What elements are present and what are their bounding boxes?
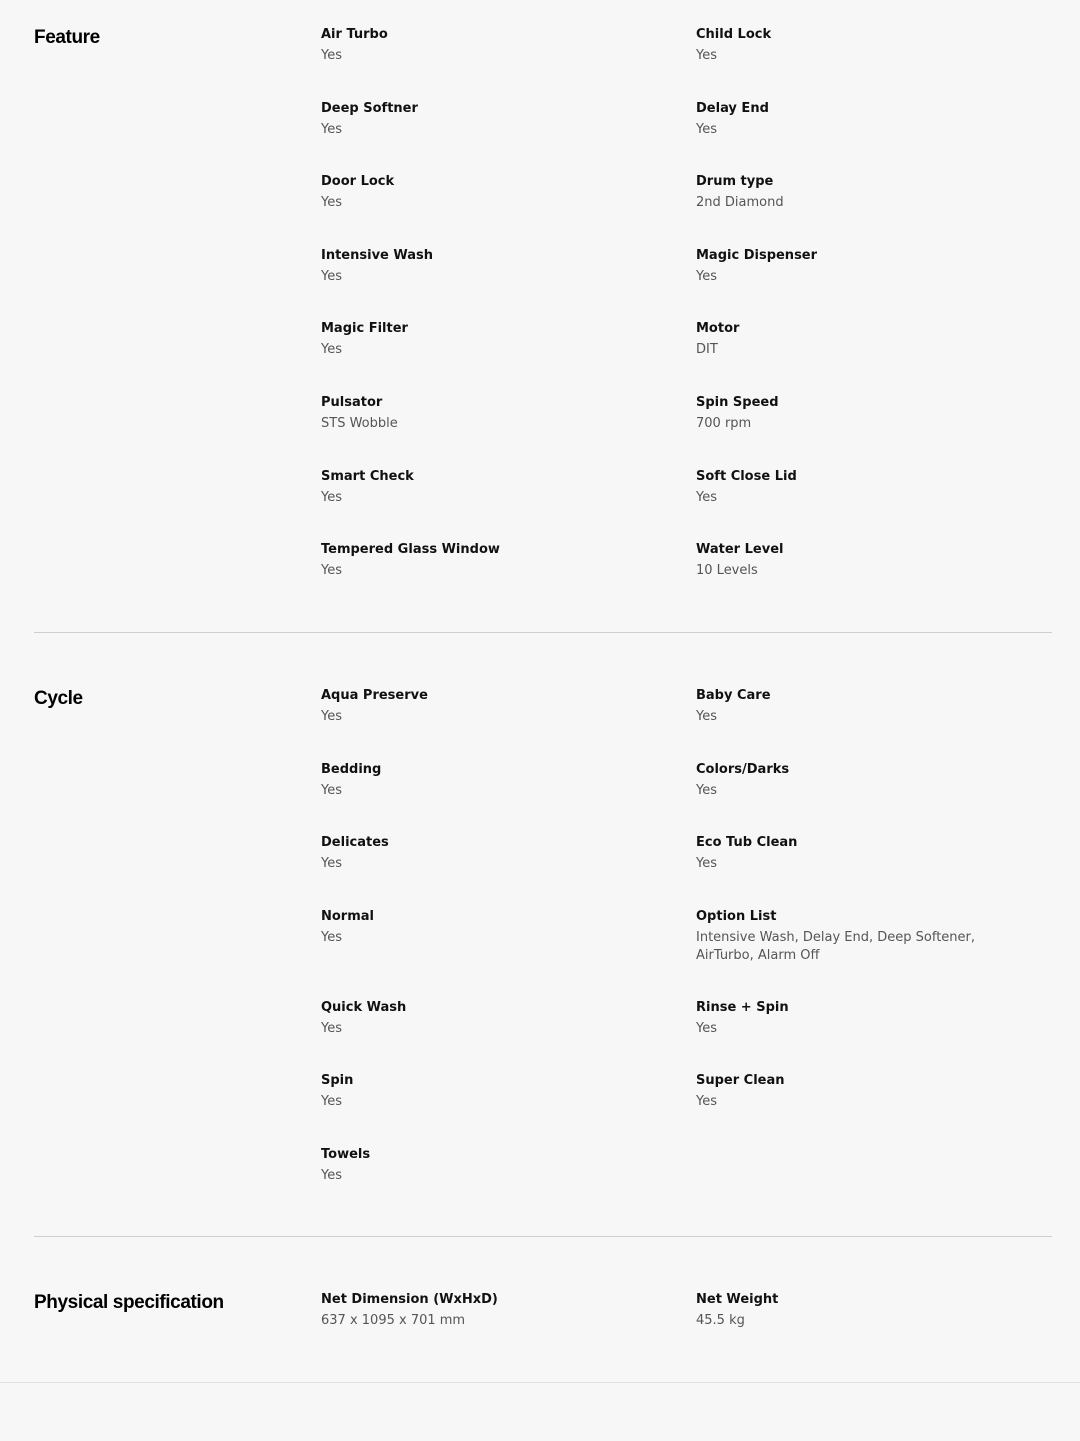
feature-spec-list bbox=[321, 26, 1052, 615]
section-title-feature: Feature bbox=[34, 27, 100, 48]
spec-item bbox=[321, 999, 696, 1073]
spec-item bbox=[696, 247, 1052, 321]
spec-value: Yes bbox=[321, 782, 342, 798]
spec-value: Yes bbox=[321, 195, 342, 211]
spec-label: Aqua Preserve bbox=[321, 688, 428, 703]
spec-value: 700 rpm bbox=[696, 415, 752, 431]
spec-item bbox=[696, 541, 1052, 615]
spec-value: Yes bbox=[321, 1020, 342, 1036]
spec-item bbox=[321, 247, 696, 321]
spec-value: Yes bbox=[696, 782, 717, 798]
spec-value: STS Wobble bbox=[321, 415, 398, 431]
spec-value: Yes bbox=[321, 1094, 342, 1110]
spec-item bbox=[321, 468, 696, 542]
spec-label: Normal bbox=[321, 908, 374, 924]
spec-value: 2nd Diamond bbox=[696, 195, 784, 211]
spec-item bbox=[696, 173, 1052, 247]
spec-item bbox=[696, 320, 1052, 394]
spec-label: Door Lock bbox=[321, 174, 395, 190]
spec-item bbox=[321, 687, 696, 761]
spec-value: Yes bbox=[696, 856, 717, 872]
spec-label: Bedding bbox=[321, 761, 382, 777]
section-title-cycle: Cycle bbox=[34, 688, 83, 709]
spec-item bbox=[321, 173, 696, 247]
spec-value: Yes bbox=[696, 268, 717, 284]
section-divider bbox=[34, 632, 1052, 633]
spec-value: Yes bbox=[321, 489, 342, 505]
spec-value: Yes bbox=[696, 489, 717, 505]
spec-item bbox=[321, 100, 696, 174]
section-divider bbox=[34, 1236, 1052, 1237]
spec-label: Eco Tub Clean bbox=[696, 835, 798, 851]
spec-value: Yes bbox=[321, 48, 342, 63]
spec-item bbox=[321, 26, 696, 100]
spec-item bbox=[321, 320, 696, 394]
spec-item bbox=[321, 834, 696, 908]
spec-value: Yes bbox=[321, 342, 342, 358]
spec-item bbox=[321, 541, 696, 615]
spec-value: Yes bbox=[696, 1094, 717, 1110]
spec-item bbox=[321, 1072, 696, 1146]
spec-value: Yes bbox=[696, 48, 717, 63]
spec-value: Yes bbox=[321, 563, 342, 579]
spec-label: Spin bbox=[321, 1073, 354, 1089]
spec-label: Magic Dispenser bbox=[696, 247, 818, 263]
spec-label: Soft Close Lid bbox=[696, 468, 797, 484]
spec-item bbox=[321, 394, 696, 468]
spec-label: Net Dimension (WxHxD) bbox=[321, 1292, 498, 1307]
spec-item bbox=[696, 1072, 1052, 1146]
spec-value: 45.5 kg bbox=[696, 1313, 745, 1328]
spec-value: Intensive Wash, Delay End, Deep Softener, AirTurbo, Alarm Off bbox=[696, 929, 976, 963]
spec-item bbox=[321, 1291, 696, 1365]
spec-item bbox=[321, 908, 696, 999]
spec-label: Rinse + Spin bbox=[696, 999, 789, 1015]
spec-label: Drum type bbox=[696, 174, 774, 190]
physical-spec-list bbox=[321, 1291, 1052, 1365]
spec-value: Yes bbox=[321, 268, 342, 284]
spec-value: Yes bbox=[321, 929, 342, 945]
spec-label: Intensive Wash bbox=[321, 247, 434, 263]
spec-item bbox=[321, 761, 696, 835]
spec-label: Net Weight bbox=[696, 1292, 779, 1307]
spec-label: Delicates bbox=[321, 835, 389, 851]
spec-value: Yes bbox=[321, 121, 342, 137]
spec-item bbox=[696, 687, 1052, 761]
spec-label: Delay End bbox=[696, 100, 769, 116]
spec-label: Quick Wash bbox=[321, 999, 407, 1015]
spec-label: Tempered Glass Window bbox=[321, 542, 500, 558]
spec-item bbox=[696, 100, 1052, 174]
cycle-spec-list bbox=[321, 687, 1052, 1220]
spec-label: Air Turbo bbox=[321, 27, 388, 42]
spec-value: Yes bbox=[696, 709, 717, 724]
spec-item bbox=[696, 26, 1052, 100]
spec-label: Towels bbox=[321, 1146, 371, 1162]
spec-label: Child Lock bbox=[696, 27, 772, 42]
section-title-physical: Physical specification bbox=[34, 1292, 224, 1313]
spec-item bbox=[696, 761, 1052, 835]
spec-label: Deep Softner bbox=[321, 100, 418, 116]
spec-item bbox=[696, 834, 1052, 908]
spec-label: Option List bbox=[696, 908, 777, 924]
spec-value: Yes bbox=[696, 121, 717, 137]
spec-value: Yes bbox=[321, 856, 342, 872]
spec-label: Water Level bbox=[696, 542, 784, 558]
spec-label: Pulsator bbox=[321, 394, 383, 410]
bottom-divider bbox=[0, 1382, 1080, 1383]
spec-label: Spin Speed bbox=[696, 394, 779, 410]
spec-value: 10 Levels bbox=[696, 563, 758, 579]
spec-item bbox=[696, 394, 1052, 468]
spec-value: Yes bbox=[696, 1020, 717, 1036]
spec-label: Motor bbox=[696, 321, 740, 337]
spec-item bbox=[696, 908, 1052, 999]
spec-item bbox=[696, 1291, 1052, 1365]
spec-value: DIT bbox=[696, 342, 718, 358]
spec-value: Yes bbox=[321, 709, 342, 724]
spec-label: Super Clean bbox=[696, 1073, 785, 1089]
spec-item bbox=[696, 468, 1052, 542]
spec-item bbox=[696, 999, 1052, 1073]
spec-label: Magic Filter bbox=[321, 321, 408, 337]
spec-value: Yes bbox=[321, 1167, 342, 1183]
spec-label: Baby Care bbox=[696, 688, 771, 703]
spec-label: Colors/Darks bbox=[696, 761, 790, 777]
spec-item bbox=[321, 1146, 696, 1220]
spec-label: Smart Check bbox=[321, 468, 414, 484]
spec-value: 637 x 1095 x 701 mm bbox=[321, 1313, 466, 1328]
